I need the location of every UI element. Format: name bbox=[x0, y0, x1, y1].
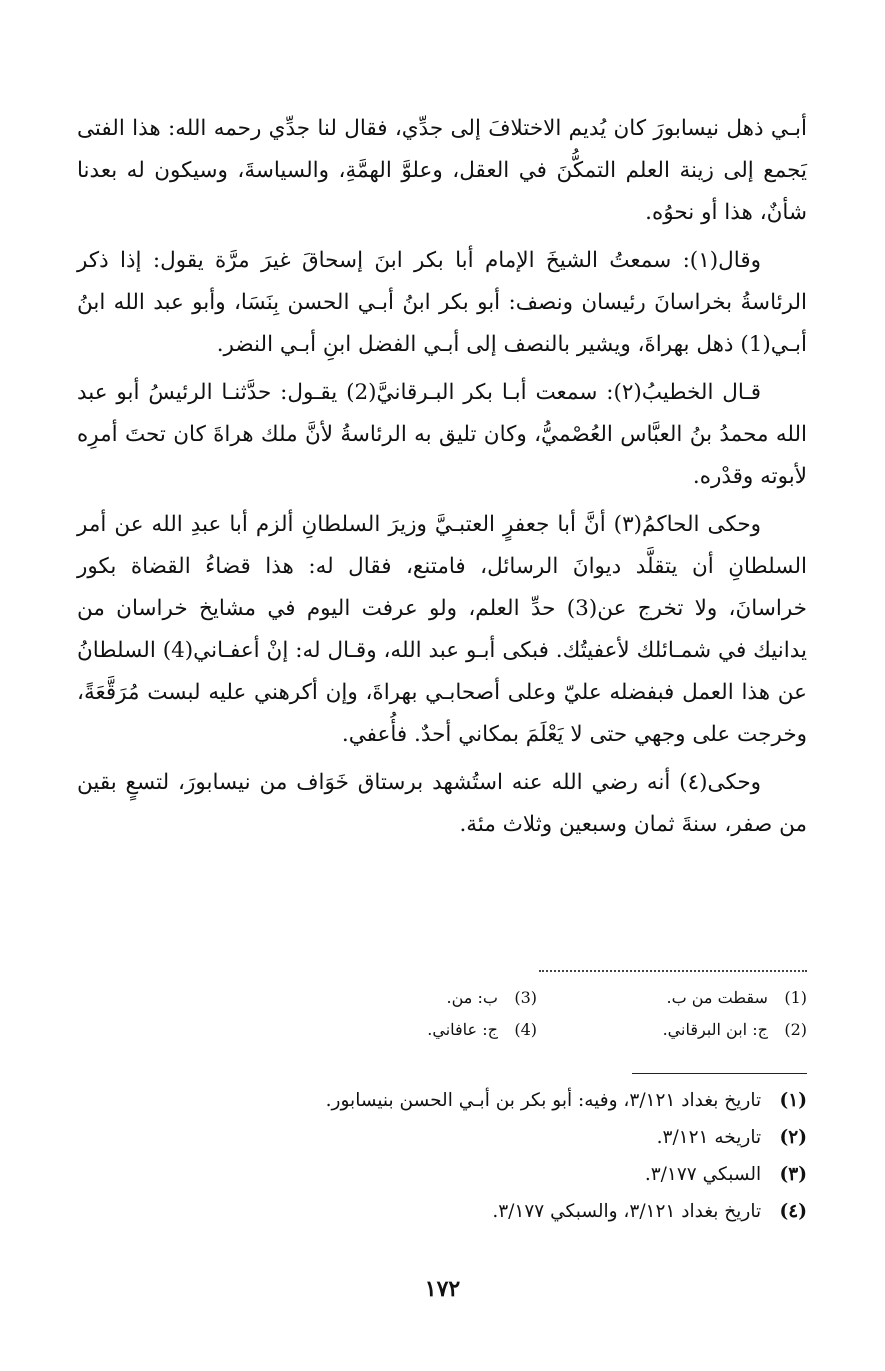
footnote-rule bbox=[632, 1073, 807, 1074]
footnote bbox=[77, 1162, 807, 1188]
dotted-separator bbox=[539, 970, 807, 972]
footnote-number: (٤) bbox=[779, 1201, 807, 1222]
variant-note-number: (1) bbox=[784, 988, 807, 1007]
variant-notes bbox=[77, 970, 807, 1042]
variant-note-text: ج: ابن البرقاني. bbox=[662, 1020, 768, 1039]
footnote-text: تاريخ بغداد ٣/١٢١، وفيه: أبو بكر بن أبـي الحسن بنيسابور. bbox=[325, 1090, 762, 1111]
footnote-number: (٣) bbox=[779, 1164, 807, 1185]
variant-notes-grid bbox=[267, 986, 807, 1042]
variant-note-text: ج: عافاني. bbox=[427, 1020, 498, 1039]
footnote-text: تاريخه ٣/١٢١. bbox=[656, 1127, 762, 1148]
variant-note-number: (3) bbox=[514, 988, 537, 1007]
footnote-text: السبكي ٣/١٧٧. bbox=[644, 1164, 762, 1185]
variant-note-number: (2) bbox=[784, 1020, 807, 1039]
variant-note bbox=[537, 1018, 807, 1042]
variant-note bbox=[267, 986, 537, 1010]
footnote bbox=[77, 1088, 807, 1114]
variant-note-text: ب: من. bbox=[446, 988, 498, 1007]
page-number: ١٧٢ bbox=[424, 1276, 461, 1302]
paragraph-5: وحكى(٤) أنه رضي الله عنه استُشهد برستاق خَوَاف من نيسابورَ، لتسعٍ بقين من صفر، سنةَ ثمان وسبعين وثلاث مئة. bbox=[77, 770, 807, 837]
footnote-number: (٢) bbox=[779, 1127, 807, 1148]
variant-note-number: (4) bbox=[514, 1020, 537, 1039]
footnote-text: تاريخ بغداد ٣/١٢١، والسبكي ٣/١٧٧. bbox=[492, 1201, 762, 1222]
variant-note bbox=[267, 1018, 537, 1042]
paragraph-1: أبـي ذهل نيسابورَ كان يُديم الاختلافَ إلى جدِّي، فقال لنا جدِّي رحمه الله: هذا الفتى يَجمع إلى زينة العلم التمكُّنَ في العقل، وعلوَّ الهمَّةِ، والسياسةَ، وسيكون له بعدنا شأنٌ، هذا أو نحوُه. bbox=[77, 116, 807, 225]
footnote bbox=[77, 1199, 807, 1225]
variant-note-text: سقطت من ب. bbox=[666, 988, 768, 1007]
paragraph-4: وحكى الحاكمُ(٣) أنَّ أبا جعفرٍ العتبـيَّ وزيرَ السلطانِ ألزم أبا عبدِ الله عن أمر السلطانِ أن يتقلَّد ديوانَ الرسائل، فامتنع، فقال له: هذا قضاءُ القضاة بكور خراسانَ، ولا تخرج عن(3) حدِّ العلم، ولو عرفت اليوم في مشايخ خراسان من يدانيك في شمـائلك لأعفيتُك. فبكى أبـو عبد الله، وقـال له: إنْ أعفـاني(4) السلطانُ عن هذا العمل فبفضله عليّ وعلى أصحابـي بهراةَ، وإن أكرهني عليه لبست مُرَقَّعَةً، وخرجت على وجهي حتى لا يَعْلَمَ بمكاني أحدٌ. فأُعفي. bbox=[77, 512, 807, 747]
variant-note bbox=[537, 986, 807, 1010]
paragraph-2: وقال(١): سمعتُ الشيخَ الإمام أبا بكر ابنَ إسحاقَ غيرَ مرَّة يقول: إذا ذكر الرئاسةُ بخراسانَ رئيسان ونصف: أبو بكر ابنُ أبـي الحسن بِنَسَا، وأبو عبد الله ابنُ أبـي(1) ذهل بهراةَ، ويشير بالنصف إلى أبـي الفضل ابنِ أبـي النضر. bbox=[77, 248, 807, 357]
footnote bbox=[77, 1125, 807, 1151]
source-footnotes bbox=[77, 1073, 807, 1236]
main-text bbox=[77, 108, 807, 852]
footnote-number: (١) bbox=[779, 1090, 807, 1111]
paragraph-3: قـال الخطيبُ(٢): سمعت أبـا بكر البـرقانيَّ(2) يقـول: حدَّثنـا الرئيسُ أبو عبد الله محمدُ بنُ العبَّاس العُصْميُّ، وكان تليق به الرئاسةُ لأنَّ ملك هراةَ كان تحتَ أمرِه لأبوته وقدْره. bbox=[77, 380, 807, 489]
